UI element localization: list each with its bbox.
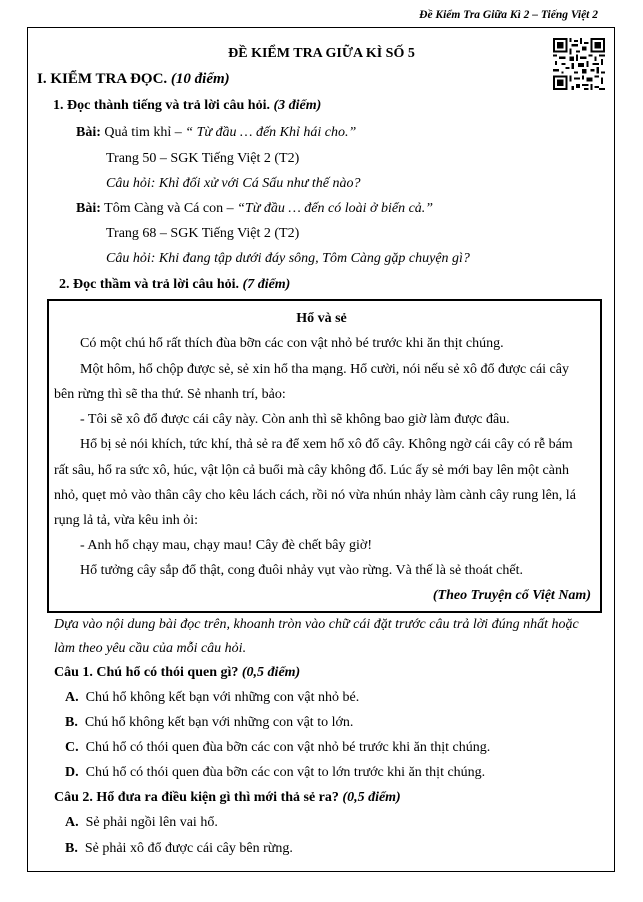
story-line: nhỏ, quẹt mỏ vào thân cây cho kêu lách cách, rồi nó vừa nhún nhảy làm cành cây rung lên, lá [54, 488, 576, 503]
question-1-heading: Câu 1. Chú hổ có thói quen gì? (0,5 điểm) [54, 665, 301, 680]
story-line: rụng lả tả, vừa kêu inh ỏi: [54, 513, 199, 528]
instruction-line: làm theo yêu cầu của mỗi câu hỏi. [54, 641, 247, 656]
question-2-heading: Câu 2. Hổ đưa ra điều kiện gì thì mới thả sẻ ra? (0,5 điểm) [54, 790, 401, 805]
q1-option-b[interactable]: B. Chú hổ không kết bạn với những con vật to lớn. [65, 715, 354, 730]
story-line: bên rừng thì sẽ tha thứ. Sẻ nhanh trí, bảo: [54, 387, 286, 402]
q1-option-d[interactable]: D. Chú hổ có thói quen đùa bỡn các con vật to lớn trước khi ăn thịt chúng. [65, 765, 486, 780]
exam-title: ĐỀ KIỂM TRA GIỮA KÌ SỐ 5 [228, 46, 415, 61]
page-header: Đề Kiểm Tra Giữa Kì 2 – Tiếng Việt 2 [419, 9, 598, 21]
bai1-line: Bài: Quả tim khỉ – “ Từ đầu … đến Khỉ hái cho.” [76, 125, 357, 140]
q1-option-c[interactable]: C. Chú hổ có thói quen đùa bỡn các con vật nhỏ bé trước khi ăn thịt chúng. [65, 740, 491, 755]
bai1-page: Trang 50 – SGK Tiếng Việt 2 (T2) [106, 151, 300, 166]
story-line: Hổ bị sẻ nói khích, tức khí, thả sẻ ra để xem hổ xô đổ cây. Không ngờ cái cây có rễ bám [80, 437, 573, 452]
story-line: Một hôm, hổ chộp được sẻ, sẻ xin hổ tha mạng. Hổ cười, nói nếu sẻ xô đổ được cái cây [80, 362, 569, 377]
bai2-page: Trang 68 – SGK Tiếng Việt 2 (T2) [106, 226, 300, 241]
story-line: rất sâu, hổ ra sức xô, húc, vật lộn cả buổi mà cây không đổ. Lúc ấy sẻ mới bay lên một cành [54, 463, 569, 478]
part1-heading: 1. Đọc thành tiếng và trả lời câu hỏi. (3 điểm) [53, 98, 322, 113]
section-heading: I. KIỂM TRA ĐỌC. (10 điểm) [37, 71, 230, 87]
story-line: Hổ tưởng cây sắp đổ thật, cong đuôi nhảy vụt vào rừng. Và thế là sẻ thoát chết. [80, 563, 523, 578]
bai2-question: Câu hỏi: Khi đang tập dưới đáy sông, Tôm Càng gặp chuyện gì? [106, 251, 470, 266]
bai1-question: Câu hỏi: Khỉ đối xử với Cá Sấu như thế nào? [106, 176, 361, 191]
bai2-line: Bài: Tôm Càng và Cá con – “Từ đầu … đến có loài ở biển cả.” [76, 201, 434, 216]
story-title: Hổ và sẻ [296, 311, 347, 326]
instruction-line: Dựa vào nội dung bài đọc trên, khoanh tròn vào chữ cái đặt trước câu trả lời đúng nhất hoặc [54, 617, 579, 632]
story-source: (Theo Truyện cổ Việt Nam) [432, 588, 591, 603]
story-line: - Tôi sẽ xô đổ được cái cây này. Còn anh thì sẽ không bao giờ làm được đâu. [80, 412, 510, 427]
part2-heading: 2. Đọc thầm và trả lời câu hỏi. (7 điểm) [59, 277, 291, 292]
q2-option-b[interactable]: B. Sẻ phải xô đổ được cái cây bên rừng. [65, 841, 293, 856]
story-line: Có một chú hổ rất thích đùa bỡn các con vật nhỏ bé trước khi ăn thịt chúng. [80, 336, 504, 351]
q2-option-a[interactable]: A. Sẻ phải ngồi lên vai hổ. [65, 815, 218, 830]
story-line: - Anh hổ chạy mau, chạy mau! Cây đè chết bây giờ! [80, 538, 372, 553]
q1-option-a[interactable]: A. Chú hổ không kết bạn với những con vật nhỏ bé. [65, 690, 360, 705]
